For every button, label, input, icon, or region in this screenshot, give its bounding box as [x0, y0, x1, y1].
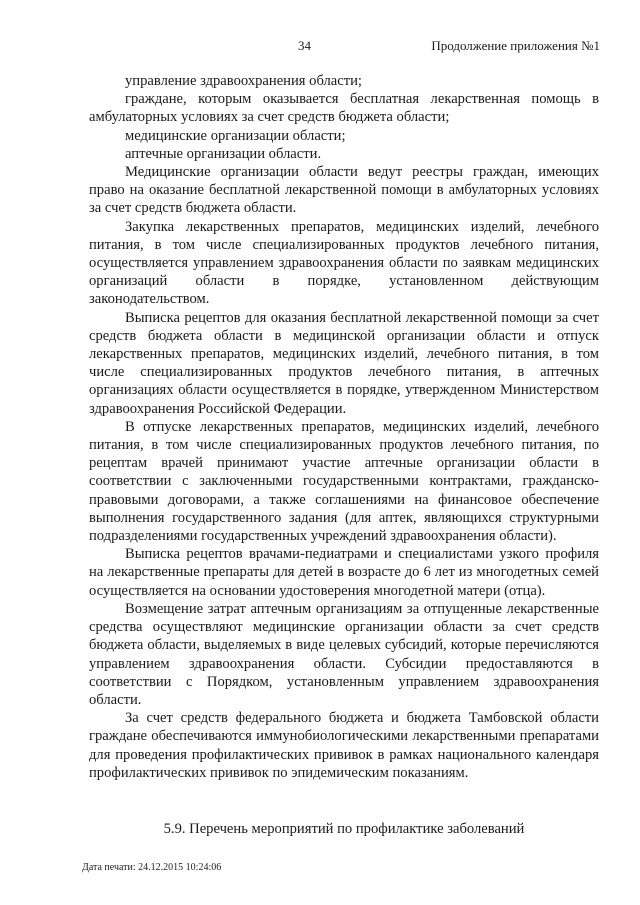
appendix-note: Продолжение приложения №1	[431, 38, 600, 53]
section-heading: 5.9. Перечень мероприятий по профилактике заболеваний	[163, 821, 525, 837]
page-header	[0, 38, 640, 56]
paragraph: Выписка рецептов для оказания бесплатной лекарственной помощи за счет средств бюджета области в медицинской организации области и отпуск лекарственных препаратов, медицинских изделий, лечебного питания, в том числе специализированных продуктов лечебного питания, в аптечных организациях области осуществляется в порядке, утвержденном Министерством здравоохранения Российской Федерации.	[89, 309, 599, 417]
document-body	[89, 72, 599, 782]
paragraph: Выписка рецептов врачами-педиатрами и специалистами узкого профиля на лекарственные препараты для детей в возрасте до 6 лет из многодетных семей осуществляется на основании удостоверения многодетной матери (отца).	[89, 546, 599, 599]
paragraph: За счет средств федерального бюджета и бюджета Тамбовской области граждане обеспечиваются иммунобиологическими лекарственными препаратами для проведения профилактических прививок в рамках национального календаря профилактических прививок по эпидемическим показаниям.	[89, 710, 599, 781]
paragraph: Закупка лекарственных препаратов, медицинских изделий, лечебного питания, в том числе специализированных продуктов лечебного питания, осуществляется управлением здравоохранения области по заявкам медицинских организаций области в порядке, установленном действующим законодательством.	[89, 218, 599, 308]
print-date: Дата печати: 24.12.2015 10:24:06	[82, 862, 222, 873]
paragraph: В отпуске лекарственных препаратов, медицинских изделий, лечебного питания, в том числе специализированных продуктов лечебного питания, по рецептам врачей принимают участие аптечные организации области в соответствии с заключенными государственными контрактами, гражданско-правовыми договорами, а также соглашениями на финансовое обеспечение выполнения государственного задания (для аптек, являющихся структурными подразделениями государственных учреждений здравоохранения области).	[89, 418, 599, 545]
page-number: 34	[298, 38, 311, 53]
paragraph: Медицинские организации области ведут реестры граждан, имеющих право на оказание бесплатной лекарственной помощи в амбулаторных условиях за счет средств бюджета области.	[89, 164, 599, 217]
paragraph: Возмещение затрат аптечным организациям за отпущенные лекарственные средства осуществляют медицинские организации области за счет средств бюджета области, выделяемых в виде целевых субсидий, которые перечисляются управлением здравоохранения области. Субсидии предоставляются в соответствии с Порядком, установленным управлением здравоохранения области.	[89, 600, 599, 708]
paragraph: граждане, которым оказывается бесплатная лекарственная помощь в амбулаторных условиях за счет средств бюджета области;	[89, 91, 599, 126]
paragraph: управление здравоохранения области;	[125, 73, 362, 89]
paragraph: медицинские организации области;	[125, 127, 346, 144]
paragraph: аптечные организации области.	[125, 145, 322, 162]
